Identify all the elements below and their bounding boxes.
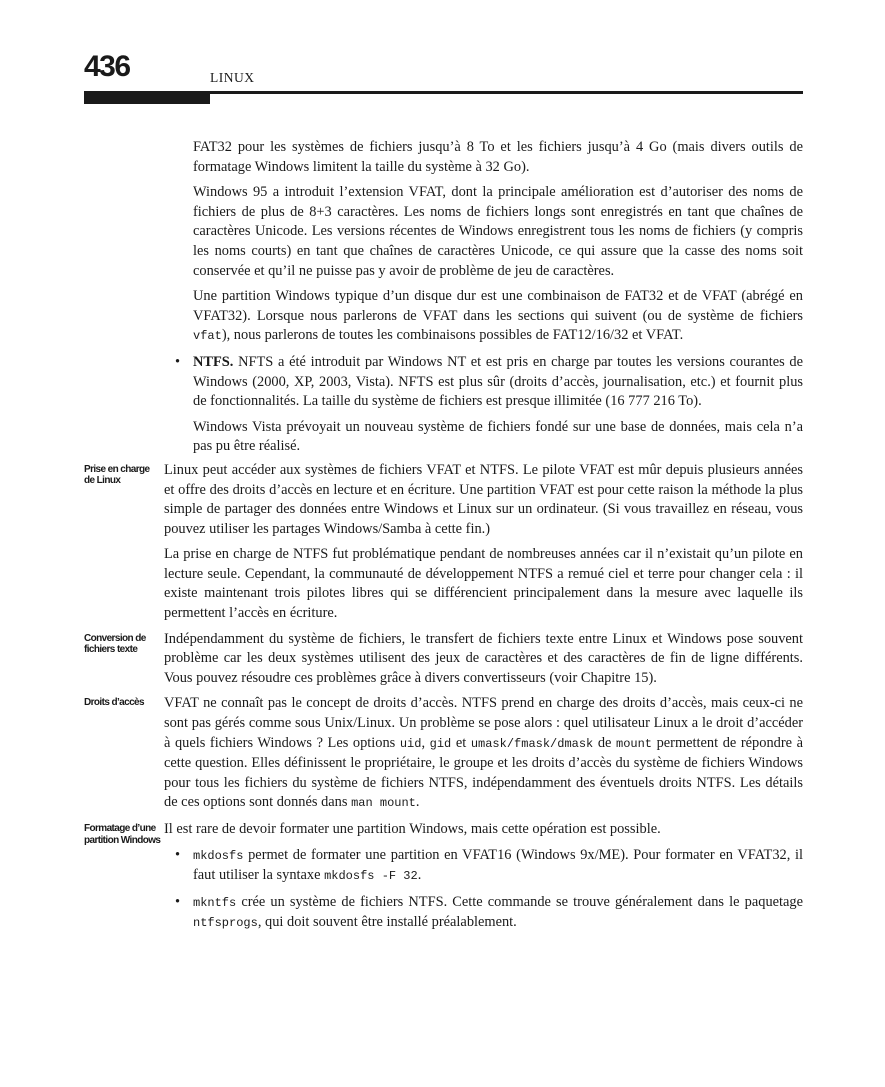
paragraph-windows-partition bbox=[193, 287, 803, 347]
code-uid: uid bbox=[399, 736, 422, 751]
paragraph-format: Il est rare de devoir formater une partition Windows, mais cette opération est possible. bbox=[164, 821, 661, 837]
bullet-dot: • bbox=[175, 893, 181, 910]
ntfs-term: NTFS. bbox=[193, 353, 234, 370]
text-run: Une partition Windows typique d’un disque dur est une combinaison de FAT32 et de VFAT (abrégé en VFAT32). Lorsque nous parlerons de VFAT dans les sections qui suivent (ou de système de fichiers bbox=[193, 288, 803, 324]
paragraph-vfat-intro: Windows 95 a introduit l’extension VFAT, dont la principale amélioration est d’autoriser des noms de fichiers de plus de 8+3 caractères. Les noms de fichiers longs sont enregistrés en tant que chaînes de caractères Unicode. Les versions récentes de Windows enregistrent tous les noms de fichiers (y compris les noms courts) en tant que chaînes de caractères Unicode, ce qui assure que la casse des noms soit conservée et qu’il ne puisse pas y avoir de problème de jeu de caractères. bbox=[193, 184, 803, 279]
code-mkntfs: mkntfs bbox=[193, 895, 237, 910]
code-umask: umask/fmask/dmask bbox=[470, 736, 594, 751]
text-run: ), nous parlerons de toutes les combinaisons possibles de FAT12/16/32 et VFAT. bbox=[221, 327, 684, 344]
text-run: permettent de répondre à cette question. Elles définissent le propriétaire, le groupe et les droits d’accès du système de fichiers Windows pour tous les fichiers du système de fichiers NTFS, indépendamment des éventuels droits NTFS. Les détails de ces options sont donnés dans bbox=[164, 734, 803, 811]
code-mkdosfs-f32: mkdosfs -F 32 bbox=[324, 869, 418, 884]
header-rule-block bbox=[84, 91, 210, 104]
text-run: crée un système de fichiers NTFS. Cette commande se trouve généralement dans le paquetage bbox=[236, 893, 803, 910]
text-run: . bbox=[417, 867, 422, 884]
text-run: , qui doit souvent être installé préalablement. bbox=[257, 914, 517, 931]
text-run: NFTS a été introduit par Windows NT et est pris en charge par toutes les versions courantes de Windows (2000, XP, 2003, Vista). NFTS est plus sûr (droits d’accès, journalisation, etc.) et fournit plus de fonctionnalités. La taille du système de fichiers est presque illimitée (16 777 216 To). bbox=[193, 353, 803, 410]
section-text-conversion bbox=[0, 630, 885, 689]
code-mkdosfs: mkdosfs bbox=[193, 848, 244, 863]
margin-note-support: Prise en charge de Linux bbox=[84, 463, 150, 487]
text-run: . bbox=[415, 794, 420, 811]
code-gid: gid bbox=[429, 736, 452, 751]
text-run: de bbox=[593, 734, 616, 751]
margin-note-format: Formatage d’une partition Windows bbox=[84, 823, 161, 846]
section-linux-support bbox=[0, 461, 885, 624]
text-run: , bbox=[421, 734, 430, 751]
margin-note-rights: Droits d’accès bbox=[84, 697, 144, 709]
bullet-ntfs bbox=[175, 353, 803, 412]
page-number: 436 bbox=[84, 50, 130, 83]
paragraph-vista: Windows Vista prévoyait un nouveau système de fichiers fondé sur une base de données, mais cela n’a pas pu être réalisé. bbox=[193, 418, 803, 455]
running-title: LINUX bbox=[210, 70, 255, 85]
text-run: et bbox=[451, 734, 471, 751]
bullet-mkdosfs bbox=[175, 846, 803, 887]
bullet-dot: • bbox=[175, 846, 181, 863]
code-man-mount: man mount bbox=[351, 796, 416, 811]
code-vfat: vfat bbox=[193, 329, 222, 344]
bullet-mkntfs bbox=[175, 893, 803, 934]
text-run: VFAT ne connaît pas le concept de droits d’accès. NTFS prend en charge des droits d’accès, mais ceux-ci ne sont pas gérés comme sous Unix/Linux. Un problème se pose alors : quel utilisateur Linux a le droit d’accéder à quels fichiers Windows ? Les options bbox=[164, 695, 803, 751]
page-body bbox=[0, 138, 885, 934]
paragraph-support-2: La prise en charge de NTFS fut problématique pendant de nombreuses années car il n’existait qu’un pilote en lecture seule. Cependant, la communauté de développement NTFS a remué ciel et terre pour changer cela : il existe maintenant trois pilotes libres qui se différencient principalement dans la mesure avec laquelle ils permettent l’accès en écriture. bbox=[164, 546, 803, 622]
section-format bbox=[0, 820, 885, 934]
paragraph-rights bbox=[164, 694, 803, 814]
paragraph-conversion: Indépendamment du système de fichiers, le transfert de fichiers texte entre Linux et Windows pose souvent problème car les deux systèmes utilisent des jeux de caractères et des caractères de fin de ligne différents. Vous pouvez résoudre ces problèmes grâce à divers convertisseurs (voir Chapitre 15). bbox=[164, 630, 803, 686]
paragraph-fat32: FAT32 pour les systèmes de fichiers jusqu’à 8 To et les fichiers jusqu’à 4 Go (mais divers outils de formatage Windows limitent la taille du système à 32 Go). bbox=[193, 139, 803, 175]
paragraph-support-1: Linux peut accéder aux systèmes de fichiers VFAT et NTFS. Le pilote VFAT est mûr depuis plusieurs années et offre des droits d’accès en lecture et en écriture. Une partition VFAT est pour cette raison la méthode la plus simple de partager des données entre Windows et Linux sur un ordinateur. (Si vous travaillez en réseau, vous pouvez utiliser les partages Windows/Samba à cette fin.) bbox=[164, 461, 803, 537]
section-access-rights bbox=[0, 694, 885, 814]
text-run: permet de formater une partition en VFAT16 (Windows 9x/ME). Pour formater en VFAT32, il faut utiliser la syntaxe bbox=[193, 846, 803, 884]
code-ntfsprogs: ntfsprogs bbox=[193, 916, 258, 931]
code-mount: mount bbox=[616, 736, 653, 751]
margin-note-conversion: Conversion de fichiers texte bbox=[84, 632, 146, 656]
bullet-dot: • bbox=[175, 353, 181, 370]
